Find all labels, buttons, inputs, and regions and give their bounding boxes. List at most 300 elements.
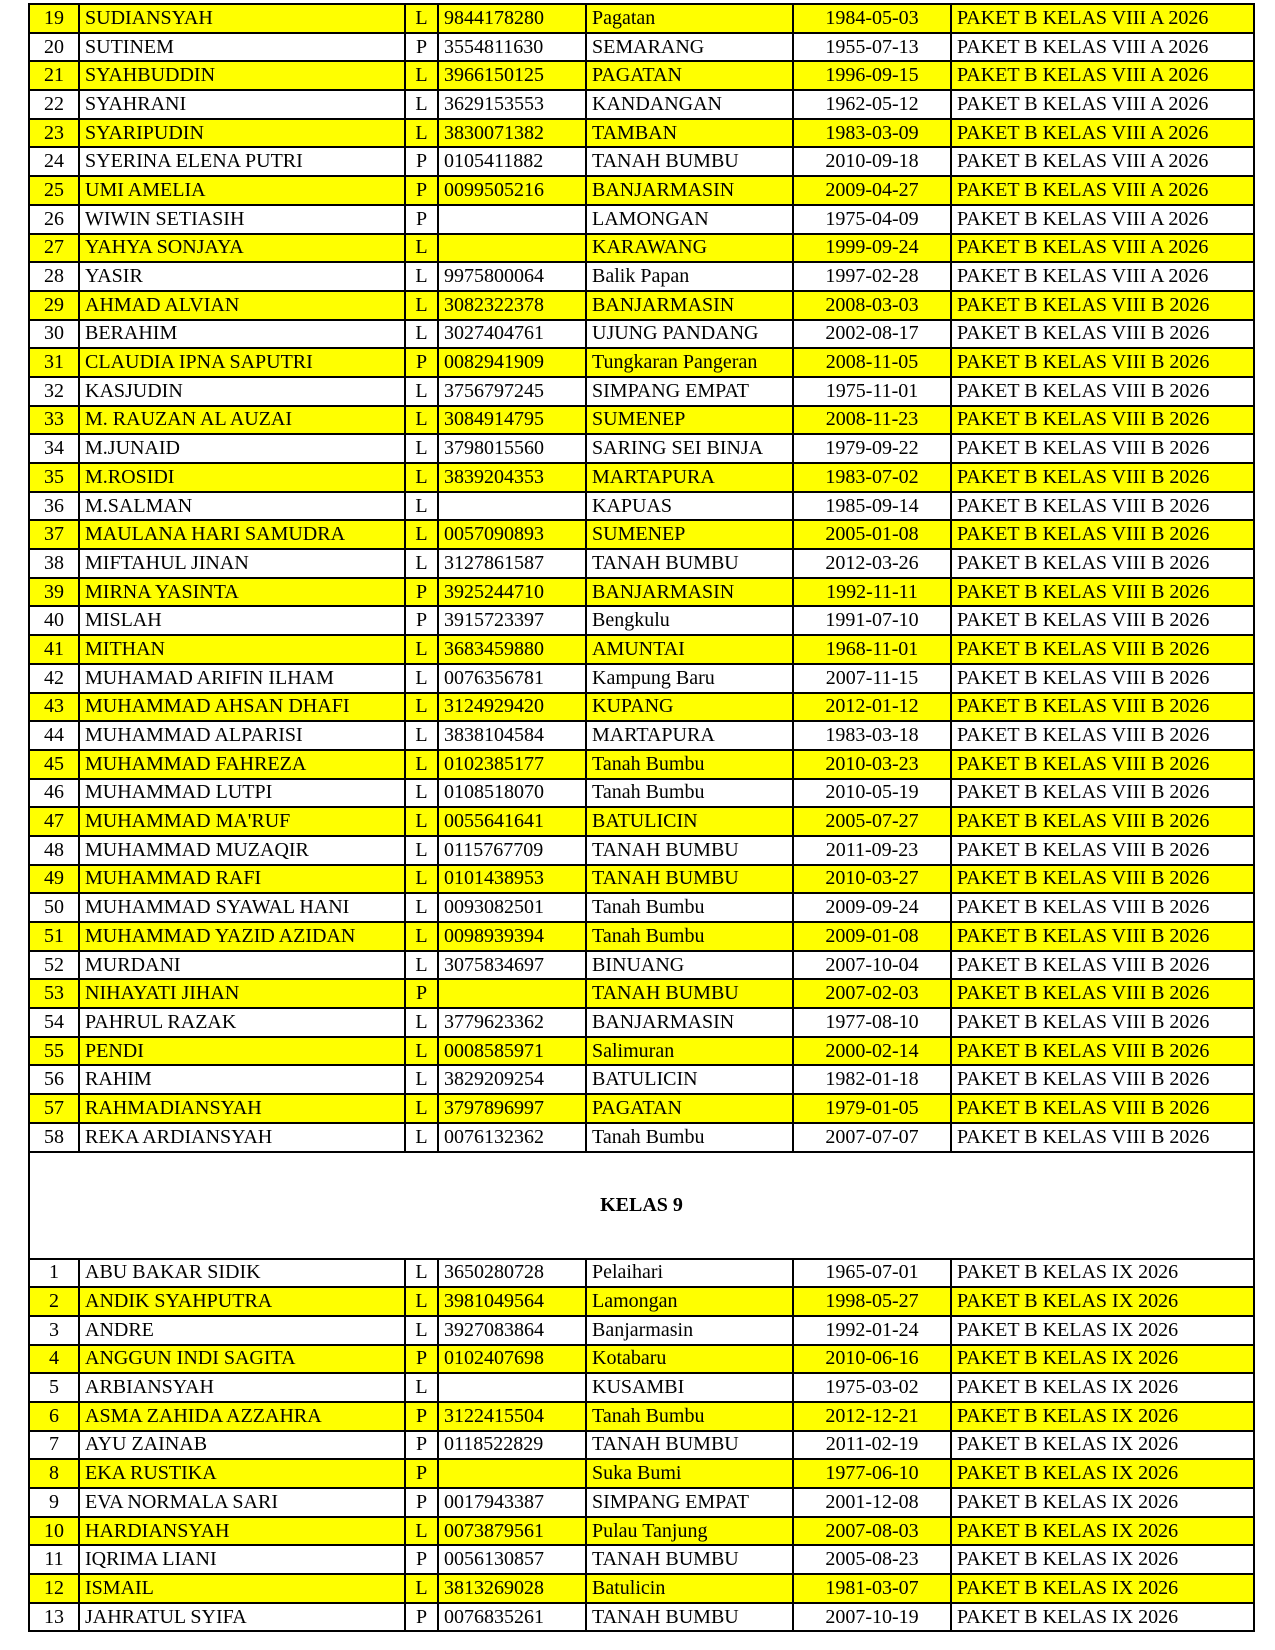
cell-row-number: 45 [29, 750, 79, 779]
table-row [29, 606, 1254, 635]
cell-class: PAKET B KELAS VIII B 2026 [951, 549, 1254, 578]
cell-class: PAKET B KELAS VIII B 2026 [951, 836, 1254, 865]
cell-name: MURDANI [79, 951, 405, 980]
cell-name: ANDRE [79, 1316, 405, 1345]
cell-row-number: 50 [29, 893, 79, 922]
cell-birthdate: 2008-03-03 [793, 291, 951, 320]
cell-gender: P [405, 1402, 438, 1431]
cell-birthplace: BINUANG [586, 951, 793, 980]
cell-birthplace: Pulau Tanjung [586, 1517, 793, 1546]
cell-class: PAKET B KELAS IX 2026 [951, 1373, 1254, 1402]
cell-name: YAHYA SONJAYA [79, 234, 405, 263]
cell-nisn: 0101438953 [438, 865, 586, 894]
cell-name: M.SALMAN [79, 492, 405, 521]
cell-gender: L [405, 721, 438, 750]
cell-nisn: 0056130857 [438, 1545, 586, 1574]
table-row [29, 922, 1254, 951]
cell-name: MUHAMMAD LUTPI [79, 779, 405, 808]
cell-gender: L [405, 1037, 438, 1066]
cell-class: PAKET B KELAS VIII B 2026 [951, 865, 1254, 894]
cell-gender: P [405, 205, 438, 234]
cell-row-number: 49 [29, 865, 79, 894]
section-header-row [29, 1152, 1254, 1259]
cell-name: MAULANA HARI SAMUDRA [79, 520, 405, 549]
cell-name: ABU BAKAR SIDIK [79, 1259, 405, 1288]
cell-row-number: 48 [29, 836, 79, 865]
cell-class: PAKET B KELAS VIII B 2026 [951, 578, 1254, 607]
cell-birthplace: Tanah Bumbu [586, 922, 793, 951]
cell-birthplace: KARAWANG [586, 234, 793, 263]
cell-name: M. RAUZAN AL AUZAI [79, 406, 405, 435]
cell-birthplace: TANAH BUMBU [586, 865, 793, 894]
cell-birthplace: KANDANGAN [586, 90, 793, 119]
cell-class: PAKET B KELAS IX 2026 [951, 1603, 1254, 1632]
cell-gender: P [405, 578, 438, 607]
table-row [29, 90, 1254, 119]
cell-birthdate: 2007-10-04 [793, 951, 951, 980]
cell-nisn: 0105411882 [438, 147, 586, 176]
cell-name: ANGGUN INDI SAGITA [79, 1345, 405, 1374]
cell-birthdate: 2008-11-05 [793, 348, 951, 377]
cell-birthdate: 1977-08-10 [793, 1008, 951, 1037]
cell-birthdate: 2012-12-21 [793, 1402, 951, 1431]
cell-gender: P [405, 1345, 438, 1374]
cell-class: PAKET B KELAS VIII A 2026 [951, 234, 1254, 263]
cell-birthdate: 1982-01-18 [793, 1065, 951, 1094]
cell-nisn: 0115767709 [438, 836, 586, 865]
table-row [29, 721, 1254, 750]
cell-gender: L [405, 865, 438, 894]
table-row [29, 406, 1254, 435]
cell-birthplace: BATULICIN [586, 807, 793, 836]
cell-birthdate: 1962-05-12 [793, 90, 951, 119]
cell-gender: L [405, 520, 438, 549]
cell-name: ASMA ZAHIDA AZZAHRA [79, 1402, 405, 1431]
table-row [29, 750, 1254, 779]
cell-nisn: 3813269028 [438, 1574, 586, 1603]
cell-nisn: 3629153553 [438, 90, 586, 119]
cell-row-number: 26 [29, 205, 79, 234]
cell-name: MUHAMMAD MUZAQIR [79, 836, 405, 865]
cell-name: SYERINA ELENA PUTRI [79, 147, 405, 176]
cell-name: BERAHIM [79, 320, 405, 349]
cell-class: PAKET B KELAS VIII B 2026 [951, 893, 1254, 922]
cell-row-number: 12 [29, 1574, 79, 1603]
cell-gender: L [405, 807, 438, 836]
cell-name: SYARIPUDIN [79, 119, 405, 148]
cell-nisn: 0073879561 [438, 1517, 586, 1546]
cell-class: PAKET B KELAS VIII B 2026 [951, 664, 1254, 693]
cell-gender: L [405, 951, 438, 980]
cell-row-number: 53 [29, 979, 79, 1008]
cell-birthdate: 2012-01-12 [793, 693, 951, 722]
cell-gender: P [405, 1603, 438, 1632]
cell-class: PAKET B KELAS VIII B 2026 [951, 377, 1254, 406]
cell-class: PAKET B KELAS IX 2026 [951, 1316, 1254, 1345]
cell-row-number: 23 [29, 119, 79, 148]
cell-birthdate: 2010-03-27 [793, 865, 951, 894]
cell-gender: P [405, 1431, 438, 1460]
cell-class: PAKET B KELAS VIII A 2026 [951, 61, 1254, 90]
cell-birthdate: 1975-04-09 [793, 205, 951, 234]
cell-name: YASIR [79, 262, 405, 291]
cell-row-number: 24 [29, 147, 79, 176]
cell-birthplace: UJUNG PANDANG [586, 320, 793, 349]
cell-nisn: 0098939394 [438, 922, 586, 951]
cell-birthdate: 2008-11-23 [793, 406, 951, 435]
cell-nisn: 3683459880 [438, 635, 586, 664]
cell-name: MUHAMMAD YAZID AZIDAN [79, 922, 405, 951]
table-row [29, 147, 1254, 176]
cell-gender: L [405, 1574, 438, 1603]
cell-name: MUHAMMAD RAFI [79, 865, 405, 894]
cell-gender: L [405, 1373, 438, 1402]
cell-nisn: 3554811630 [438, 33, 586, 62]
cell-nisn [438, 1373, 586, 1402]
table-row [29, 262, 1254, 291]
cell-nisn: 0008585971 [438, 1037, 586, 1066]
cell-birthdate: 1977-06-10 [793, 1459, 951, 1488]
cell-row-number: 22 [29, 90, 79, 119]
table-row [29, 1459, 1254, 1488]
cell-row-number: 19 [29, 4, 79, 33]
cell-birthplace: Salimuran [586, 1037, 793, 1066]
cell-nisn [438, 1459, 586, 1488]
cell-name: MIFTAHUL JINAN [79, 549, 405, 578]
cell-class: PAKET B KELAS VIII B 2026 [951, 807, 1254, 836]
cell-birthdate: 1992-11-11 [793, 578, 951, 607]
cell-birthdate: 2012-03-26 [793, 549, 951, 578]
cell-row-number: 52 [29, 951, 79, 980]
cell-nisn: 3027404761 [438, 320, 586, 349]
table-row [29, 4, 1254, 33]
cell-name: SYAHRANI [79, 90, 405, 119]
cell-nisn: 9844178280 [438, 4, 586, 33]
cell-class: PAKET B KELAS VIII B 2026 [951, 492, 1254, 521]
cell-name: JAHRATUL SYIFA [79, 1603, 405, 1632]
cell-row-number: 8 [29, 1459, 79, 1488]
cell-birthdate: 1955-07-13 [793, 33, 951, 62]
cell-birthplace: Tanah Bumbu [586, 750, 793, 779]
cell-birthdate: 2010-03-23 [793, 750, 951, 779]
cell-birthplace: BANJARMASIN [586, 291, 793, 320]
cell-row-number: 13 [29, 1603, 79, 1632]
cell-row-number: 41 [29, 635, 79, 664]
cell-nisn: 3798015560 [438, 434, 586, 463]
cell-gender: L [405, 406, 438, 435]
cell-nisn: 3082322378 [438, 291, 586, 320]
cell-class: PAKET B KELAS VIII B 2026 [951, 434, 1254, 463]
cell-birthdate: 1968-11-01 [793, 635, 951, 664]
cell-birthplace: MARTAPURA [586, 463, 793, 492]
cell-class: PAKET B KELAS VIII B 2026 [951, 1094, 1254, 1123]
cell-gender: L [405, 836, 438, 865]
cell-name: M.ROSIDI [79, 463, 405, 492]
cell-name: KASJUDIN [79, 377, 405, 406]
cell-row-number: 30 [29, 320, 79, 349]
table-row [29, 779, 1254, 808]
cell-birthplace: Suka Bumi [586, 1459, 793, 1488]
cell-row-number: 44 [29, 721, 79, 750]
section-header-title: KELAS 9 [29, 1152, 1254, 1259]
cell-birthdate: 2007-11-15 [793, 664, 951, 693]
table-row [29, 1431, 1254, 1460]
cell-birthplace: Bengkulu [586, 606, 793, 635]
cell-birthdate: 2010-06-16 [793, 1345, 951, 1374]
cell-class: PAKET B KELAS VIII B 2026 [951, 750, 1254, 779]
cell-class: PAKET B KELAS VIII B 2026 [951, 951, 1254, 980]
cell-birthplace: SARING SEI BINJA [586, 434, 793, 463]
table-row [29, 119, 1254, 148]
table-row [29, 1287, 1254, 1316]
table-row [29, 1259, 1254, 1288]
cell-birthplace: Tanah Bumbu [586, 779, 793, 808]
cell-nisn: 3084914795 [438, 406, 586, 435]
cell-gender: L [405, 635, 438, 664]
cell-class: PAKET B KELAS VIII A 2026 [951, 176, 1254, 205]
cell-birthdate: 1984-05-03 [793, 4, 951, 33]
cell-row-number: 10 [29, 1517, 79, 1546]
cell-birthdate: 2001-12-08 [793, 1488, 951, 1517]
cell-class: PAKET B KELAS IX 2026 [951, 1402, 1254, 1431]
table-row [29, 1037, 1254, 1066]
cell-birthplace: SUMENEP [586, 520, 793, 549]
cell-gender: L [405, 779, 438, 808]
cell-class: PAKET B KELAS VIII B 2026 [951, 463, 1254, 492]
cell-birthplace: BANJARMASIN [586, 1008, 793, 1037]
cell-birthdate: 1999-09-24 [793, 234, 951, 263]
cell-birthplace: Batulicin [586, 1574, 793, 1603]
cell-row-number: 20 [29, 33, 79, 62]
cell-class: PAKET B KELAS VIII B 2026 [951, 721, 1254, 750]
cell-birthplace: Banjarmasin [586, 1316, 793, 1345]
table-row [29, 578, 1254, 607]
cell-name: MUHAMMAD FAHREZA [79, 750, 405, 779]
cell-birthdate: 2011-02-19 [793, 1431, 951, 1460]
cell-nisn: 3927083864 [438, 1316, 586, 1345]
cell-birthplace: PAGATAN [586, 1094, 793, 1123]
cell-birthplace: PAGATAN [586, 61, 793, 90]
cell-birthdate: 2007-07-07 [793, 1123, 951, 1152]
cell-nisn: 9975800064 [438, 262, 586, 291]
cell-class: PAKET B KELAS VIII B 2026 [951, 693, 1254, 722]
cell-birthdate: 1983-03-18 [793, 721, 951, 750]
cell-class: PAKET B KELAS VIII B 2026 [951, 348, 1254, 377]
cell-nisn: 3756797245 [438, 377, 586, 406]
cell-gender: L [405, 1287, 438, 1316]
table-row [29, 893, 1254, 922]
cell-nisn: 3981049564 [438, 1287, 586, 1316]
cell-class: PAKET B KELAS VIII B 2026 [951, 922, 1254, 951]
cell-class: PAKET B KELAS IX 2026 [951, 1574, 1254, 1603]
table-row [29, 807, 1254, 836]
cell-name: SYAHBUDDIN [79, 61, 405, 90]
cell-row-number: 56 [29, 1065, 79, 1094]
cell-row-number: 46 [29, 779, 79, 808]
cell-birthplace: KUSAMBI [586, 1373, 793, 1402]
table-row [29, 1517, 1254, 1546]
cell-birthdate: 2010-05-19 [793, 779, 951, 808]
cell-nisn: 3779623362 [438, 1008, 586, 1037]
cell-birthdate: 1965-07-01 [793, 1259, 951, 1288]
cell-name: EVA NORMALA SARI [79, 1488, 405, 1517]
cell-birthdate: 1997-02-28 [793, 262, 951, 291]
table-row [29, 836, 1254, 865]
table-row [29, 1373, 1254, 1402]
cell-name: PAHRUL RAZAK [79, 1008, 405, 1037]
cell-row-number: 3 [29, 1316, 79, 1345]
cell-gender: P [405, 606, 438, 635]
cell-name: SUTINEM [79, 33, 405, 62]
cell-gender: P [405, 979, 438, 1008]
cell-birthplace: KUPANG [586, 693, 793, 722]
cell-gender: P [405, 33, 438, 62]
cell-birthplace: BANJARMASIN [586, 578, 793, 607]
cell-gender: L [405, 664, 438, 693]
cell-nisn: 0108518070 [438, 779, 586, 808]
cell-birthplace: TANAH BUMBU [586, 836, 793, 865]
table-row [29, 693, 1254, 722]
cell-birthplace: TANAH BUMBU [586, 1431, 793, 1460]
table-row [29, 463, 1254, 492]
cell-nisn: 3925244710 [438, 578, 586, 607]
cell-birthplace: Balik Papan [586, 262, 793, 291]
cell-nisn: 0102407698 [438, 1345, 586, 1374]
cell-nisn: 3124929420 [438, 693, 586, 722]
cell-class: PAKET B KELAS VIII B 2026 [951, 779, 1254, 808]
cell-gender: L [405, 1316, 438, 1345]
cell-class: PAKET B KELAS VIII A 2026 [951, 119, 1254, 148]
cell-class: PAKET B KELAS VIII B 2026 [951, 520, 1254, 549]
cell-name: AYU ZAINAB [79, 1431, 405, 1460]
cell-class: PAKET B KELAS IX 2026 [951, 1517, 1254, 1546]
cell-birthplace: KAPUAS [586, 492, 793, 521]
cell-gender: L [405, 234, 438, 263]
cell-birthplace: TANAH BUMBU [586, 549, 793, 578]
cell-birthplace: SIMPANG EMPAT [586, 1488, 793, 1517]
cell-nisn: 3122415504 [438, 1402, 586, 1431]
cell-class: PAKET B KELAS VIII A 2026 [951, 262, 1254, 291]
cell-birthplace: Tanah Bumbu [586, 893, 793, 922]
cell-birthdate: 1979-01-05 [793, 1094, 951, 1123]
cell-gender: L [405, 1008, 438, 1037]
cell-gender: P [405, 1545, 438, 1574]
cell-row-number: 51 [29, 922, 79, 951]
cell-nisn: 3075834697 [438, 951, 586, 980]
cell-birthplace: Lamongan [586, 1287, 793, 1316]
cell-birthplace: LAMONGAN [586, 205, 793, 234]
cell-birthplace: Tanah Bumbu [586, 1402, 793, 1431]
table-row [29, 1065, 1254, 1094]
cell-row-number: 42 [29, 664, 79, 693]
cell-birthplace: TANAH BUMBU [586, 1603, 793, 1632]
cell-nisn [438, 979, 586, 1008]
cell-row-number: 47 [29, 807, 79, 836]
cell-name: MUHAMMAD ALPARISI [79, 721, 405, 750]
table-row [29, 1316, 1254, 1345]
cell-birthplace: Kampung Baru [586, 664, 793, 693]
cell-nisn: 3829209254 [438, 1065, 586, 1094]
cell-row-number: 35 [29, 463, 79, 492]
table-row [29, 205, 1254, 234]
cell-name: MITHAN [79, 635, 405, 664]
cell-row-number: 40 [29, 606, 79, 635]
cell-gender: L [405, 119, 438, 148]
cell-birthdate: 1979-09-22 [793, 434, 951, 463]
cell-nisn: 3650280728 [438, 1259, 586, 1288]
cell-birthplace: SEMARANG [586, 33, 793, 62]
table-row [29, 1402, 1254, 1431]
cell-gender: P [405, 1459, 438, 1488]
table-row [29, 979, 1254, 1008]
cell-gender: L [405, 549, 438, 578]
table-row [29, 348, 1254, 377]
cell-birthdate: 1985-09-14 [793, 492, 951, 521]
cell-name: REKA ARDIANSYAH [79, 1123, 405, 1152]
cell-class: PAKET B KELAS VIII B 2026 [951, 606, 1254, 635]
cell-birthplace: Tungkaran Pangeran [586, 348, 793, 377]
cell-name: MUHAMAD ARIFIN ILHAM [79, 664, 405, 693]
cell-class: PAKET B KELAS VIII B 2026 [951, 320, 1254, 349]
cell-nisn: 0076132362 [438, 1123, 586, 1152]
table-row [29, 291, 1254, 320]
cell-birthplace: BATULICIN [586, 1065, 793, 1094]
cell-name: MIRNA YASINTA [79, 578, 405, 607]
cell-birthplace: Kotabaru [586, 1345, 793, 1374]
cell-class: PAKET B KELAS VIII A 2026 [951, 90, 1254, 119]
cell-row-number: 28 [29, 262, 79, 291]
table-row [29, 664, 1254, 693]
table-row [29, 1123, 1254, 1152]
cell-birthplace: Pelaihari [586, 1259, 793, 1288]
cell-birthdate: 1991-07-10 [793, 606, 951, 635]
table-row [29, 33, 1254, 62]
cell-birthplace: TANAH BUMBU [586, 1545, 793, 1574]
cell-name: UMI AMELIA [79, 176, 405, 205]
cell-row-number: 38 [29, 549, 79, 578]
cell-row-number: 32 [29, 377, 79, 406]
cell-class: PAKET B KELAS VIII B 2026 [951, 1008, 1254, 1037]
cell-nisn: 0017943387 [438, 1488, 586, 1517]
cell-birthplace: SIMPANG EMPAT [586, 377, 793, 406]
table-row [29, 549, 1254, 578]
cell-row-number: 9 [29, 1488, 79, 1517]
cell-nisn: 0055641641 [438, 807, 586, 836]
cell-nisn: 0082941909 [438, 348, 586, 377]
cell-row-number: 5 [29, 1373, 79, 1402]
cell-class: PAKET B KELAS VIII B 2026 [951, 1123, 1254, 1152]
cell-class: PAKET B KELAS IX 2026 [951, 1488, 1254, 1517]
cell-class: PAKET B KELAS VIII A 2026 [951, 4, 1254, 33]
cell-birthdate: 1975-11-01 [793, 377, 951, 406]
cell-name: NIHAYATI JIHAN [79, 979, 405, 1008]
cell-birthplace: TANAH BUMBU [586, 147, 793, 176]
cell-row-number: 7 [29, 1431, 79, 1460]
cell-birthplace: BANJARMASIN [586, 176, 793, 205]
cell-name: RAHIM [79, 1065, 405, 1094]
cell-gender: L [405, 377, 438, 406]
cell-gender: L [405, 1259, 438, 1288]
cell-row-number: 43 [29, 693, 79, 722]
table-row [29, 520, 1254, 549]
table-row [29, 1545, 1254, 1574]
cell-birthplace: TAMBAN [586, 119, 793, 148]
cell-name: MUHAMMAD MA'RUF [79, 807, 405, 836]
cell-birthdate: 2011-09-23 [793, 836, 951, 865]
cell-gender: L [405, 463, 438, 492]
cell-birthdate: 1975-03-02 [793, 1373, 951, 1402]
cell-nisn: 0093082501 [438, 893, 586, 922]
